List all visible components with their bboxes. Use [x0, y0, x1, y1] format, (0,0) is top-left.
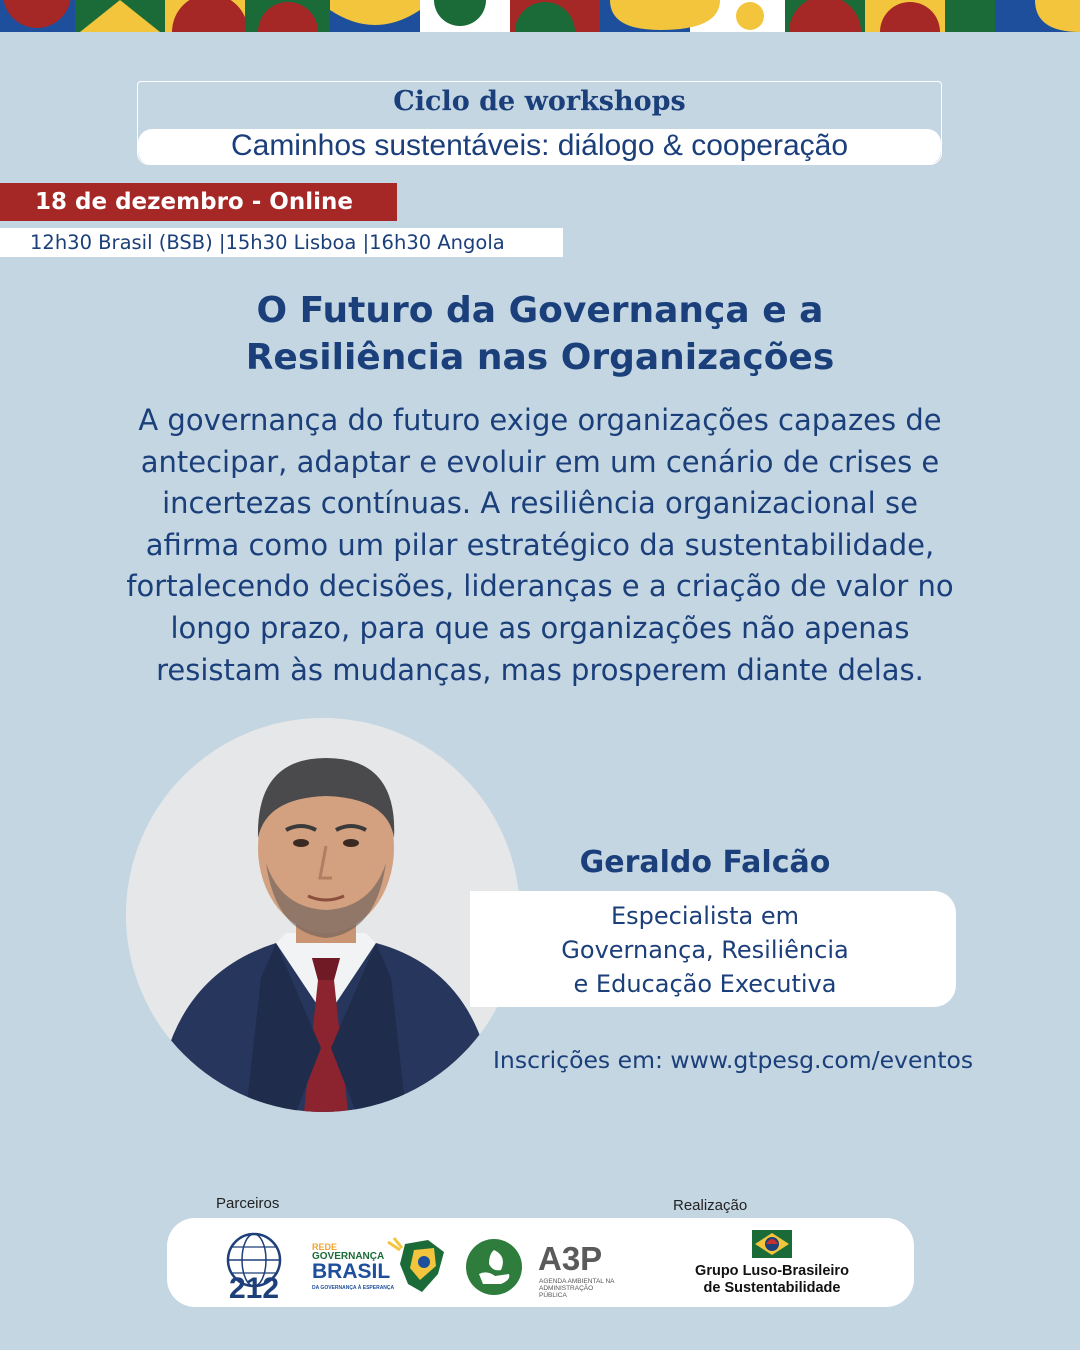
- speaker-name: Geraldo Falcão: [579, 845, 831, 880]
- speaker-role-line: Governança, Resiliência: [561, 936, 849, 964]
- description-line: resistam às mudanças, mas prosperem diante delas.: [156, 652, 924, 687]
- logo-212: [221, 1230, 287, 1300]
- rede-line3: BRASIL: [312, 1260, 391, 1283]
- globe-icon: [221, 1230, 287, 1300]
- talk-title-line: Resiliência nas Organizações: [245, 337, 835, 378]
- talk-title-line: O Futuro da Governança e a: [256, 290, 824, 331]
- rede-line1: REDE: [312, 1242, 338, 1252]
- leaf-hand-icon: [465, 1238, 527, 1296]
- a3p-sub-line: ADMINISTRAÇÃO PÚBLICA: [539, 1285, 594, 1299]
- description-line: longo prazo, para que as organizações não apenas: [170, 610, 910, 645]
- grupo-line: de Sustentabilidade: [703, 1280, 841, 1296]
- rede-tagline: DA GOVERNANÇA À ESPERANÇA: [312, 1285, 395, 1291]
- a3p-sub-line: AGENDA AMBIENTAL NA: [539, 1278, 615, 1285]
- logo-212-text: 212: [228, 1272, 280, 1300]
- registration-link[interactable]: Inscrições em: www.gtpesg.com/eventos: [493, 1046, 974, 1074]
- partners-label: Parceiros: [216, 1195, 280, 1212]
- rede-line2: GOVERNANÇA: [312, 1251, 385, 1262]
- logo-a3p: [465, 1238, 615, 1299]
- a3p-subtitle: [539, 1278, 615, 1299]
- speaker-role-line: Especialista em: [611, 902, 799, 930]
- description-line: afirma como um pilar estratégico da sustentabilidade,: [145, 527, 935, 562]
- speaker-role-line: e Educação Executiva: [573, 970, 837, 998]
- description-line: A governança do futuro exige organizações capazes de: [138, 403, 942, 437]
- session-times: 12h30 Brasil (BSB) |15h30 Lisboa |16h30 Angola: [0, 228, 563, 257]
- series-header: [137, 81, 942, 165]
- speaker-portrait-icon: [126, 718, 520, 1112]
- talk-title: [90, 287, 990, 381]
- grupo-text: [682, 1263, 862, 1297]
- series-title: Ciclo de workshops: [393, 86, 686, 117]
- flag-icon: [752, 1230, 792, 1258]
- speaker-role: [520, 899, 890, 1001]
- date-badge: 18 de dezembro - Online: [0, 183, 397, 221]
- realizacao-label: Realização: [673, 1197, 748, 1214]
- logo-rede-governanca-brasil: [310, 1236, 450, 1298]
- description-line: incertezas contínuas. A resiliência organizacional se: [162, 486, 918, 521]
- speaker-role-card: [470, 891, 956, 1007]
- talk-description: [60, 400, 1020, 691]
- logo-grupo-luso-brasileiro: [682, 1230, 862, 1300]
- logo-strip: [167, 1218, 914, 1307]
- description-line: antecipar, adaptar e evoluir em um cenário de crises e: [140, 444, 940, 479]
- grupo-line: Grupo Luso-Brasileiro: [695, 1263, 849, 1279]
- series-subtitle: Caminhos sustentáveis: diálogo & cooperação: [138, 129, 941, 165]
- a3p-title: A3P: [538, 1240, 603, 1277]
- speaker-photo: [126, 718, 520, 1112]
- description-line: fortalecendo decisões, lideranças e a criação de valor no: [126, 569, 954, 604]
- decorative-top-band: [0, 0, 1080, 32]
